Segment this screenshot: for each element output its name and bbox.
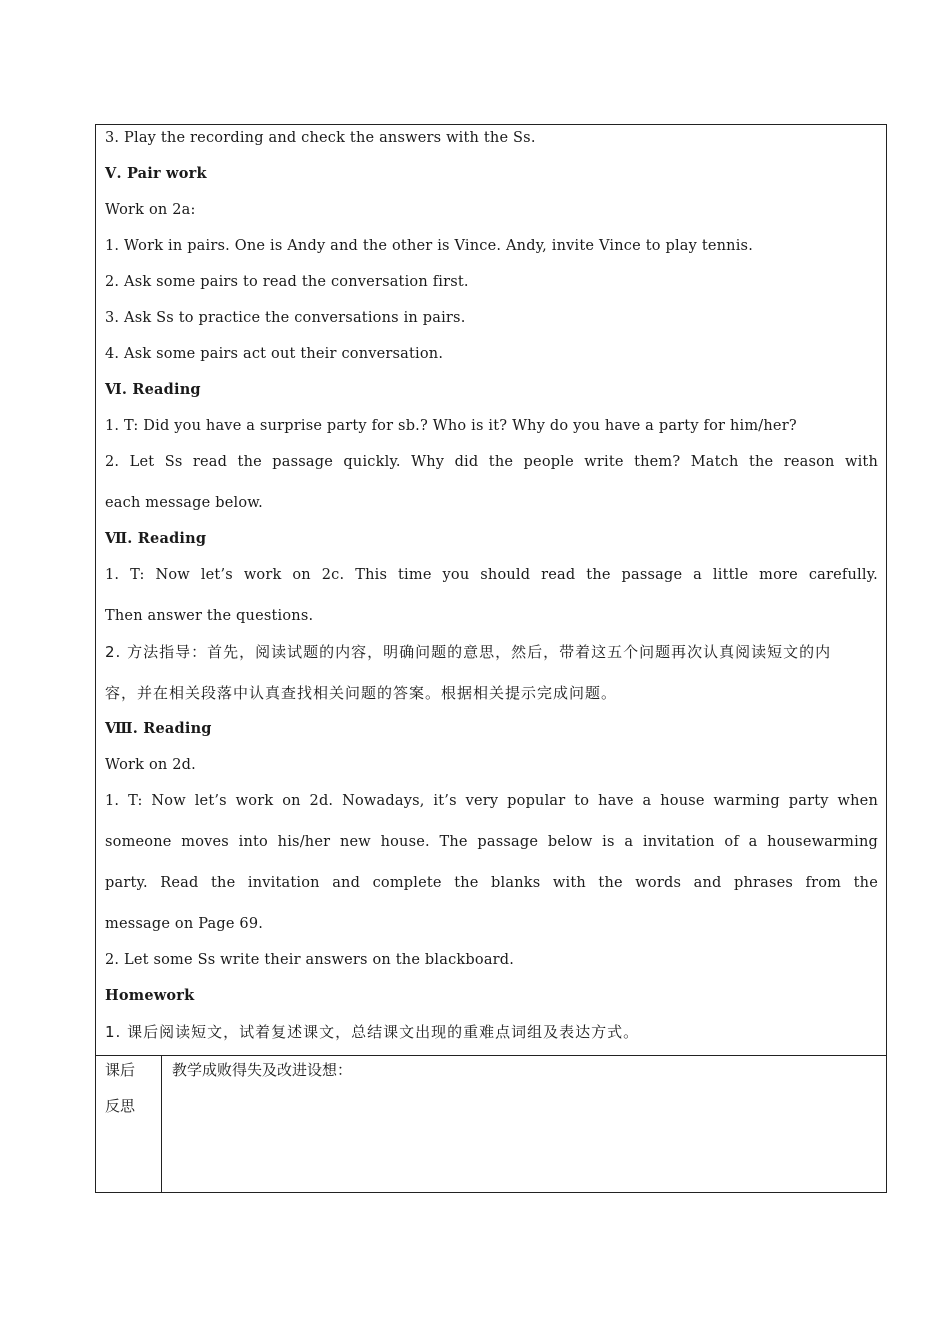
- section-heading-reading-7: Ⅶ. Reading: [105, 530, 207, 547]
- reading8-step-1: 1. T: Now let’s work on 2d. Nowadays, it’s very popular to have a house warming party when: [105, 793, 878, 809]
- step-3-play-recording: 3. Play the recording and check the answers with the Ss.: [105, 130, 536, 146]
- reading7-step-1-cont: Then answer the questions.: [105, 608, 314, 624]
- section-heading-pair-work: Ⅴ. Pair work: [105, 165, 207, 182]
- reading6-step-2: 2. Let Ss read the passage quickly. Why did the people write them? Match the reason with: [105, 454, 878, 470]
- reading8-step-1-cont-a: someone moves into his/her new house. The passage below is a invitation of a housewarming: [105, 834, 878, 850]
- work-on-2d: Work on 2d.: [105, 757, 196, 773]
- section-heading-homework: Homework: [105, 987, 195, 1004]
- pair-step-4: 4. Ask some pairs act out their conversation.: [105, 346, 444, 362]
- pair-step-3: 3. Ask Ss to practice the conversations in pairs.: [105, 310, 466, 326]
- section-heading-reading-8: Ⅷ. Reading: [105, 720, 212, 737]
- reading6-step-1: 1. T: Did you have a surprise party for sb.? Who is it? Why do you have a party for him/her?: [105, 418, 797, 434]
- reading8-step-1-cont-c: message on Page 69.: [105, 916, 264, 932]
- reflection-row-divider: [96, 1055, 887, 1056]
- pair-step-2: 2. Ask some pairs to read the conversation first.: [105, 274, 469, 290]
- reading7-step-2-cont: 容，并在相关段落中认真查找相关问题的答案。根据相关提示完成问题。: [105, 684, 618, 702]
- reflection-label-line1: 课后: [105, 1061, 136, 1079]
- pair-step-1: 1. Work in pairs. One is Andy and the other is Vince. Andy, invite Vince to play tennis.: [105, 238, 754, 254]
- reflection-label-line2: 反思: [105, 1097, 136, 1115]
- reading6-step-2-cont: each message below.: [105, 495, 263, 511]
- reading8-step-1-cont-b: party. Read the invitation and complete the blanks with the words and phrases from the: [105, 875, 878, 891]
- reading7-step-2: 2. 方法指导：首先，阅读试题的内容，明确问题的意思，然后，带着这五个问题再次认真阅读短文的内: [105, 643, 832, 661]
- reading8-step-2: 2. Let some Ss write their answers on the blackboard.: [105, 952, 515, 968]
- reading7-step-1: 1. T: Now let’s work on 2c. This time you should read the passage a little more carefully.: [105, 567, 878, 583]
- section-heading-reading-6: Ⅵ. Reading: [105, 381, 201, 398]
- homework-step-1: 1. 课后阅读短文，试着复述课文，总结课文出现的重难点词组及表达方式。: [105, 1023, 640, 1041]
- reflection-column-divider: [161, 1056, 162, 1193]
- reflection-content: 教学成败得失及改进设想：: [172, 1061, 353, 1079]
- work-on-2a: Work on 2a:: [105, 202, 196, 218]
